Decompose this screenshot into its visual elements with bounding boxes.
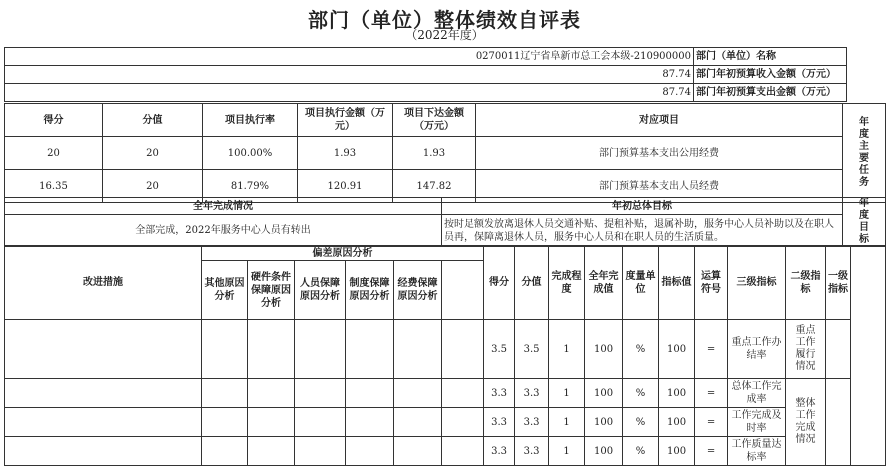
level3-cell: 工作质量达标率 [728,437,786,466]
table-row [5,437,886,466]
tasks-header-item: 对应项目 [476,104,843,137]
table-row [5,379,886,408]
level2-cell: 整体工作完成情况 [786,379,826,466]
weight-cell: 3.3 [515,437,549,466]
target-cell: 100 [659,379,695,408]
task-budget: 147.82 [393,170,476,203]
task-score: 16.35 [5,170,103,203]
target-cell: 100 [659,320,695,379]
header-actual: 全年完成值 [585,246,623,320]
task-rate: 100.00% [203,137,298,170]
task-weight: 20 [103,137,203,170]
task-score: 20 [5,137,103,170]
task-weight: 20 [103,170,203,203]
goal-text: 按时足额发放离退休人员交通补贴、提租补贴，退属补助，服务中心人员补助以及在职人员再，保障离退休人员，服务中心人员和在职人员的生活质量。 [442,215,843,247]
task-exec: 1.93 [298,137,393,170]
unit-value: 0270011辽宁省阜新市总工会本级-210900000 [5,48,694,66]
task-item: 部门预算基本支出人员经费 [476,170,843,203]
header-dev-system: 制度保障原因分析 [346,261,394,320]
completion-cell: 1 [549,408,585,437]
header-dev-other: 其他原因分析 [202,261,248,320]
weight-cell: 3.5 [515,320,549,379]
score-cell: 3.5 [484,320,515,379]
weight-cell: 3.3 [515,408,549,437]
header-weight: 分值 [515,246,549,320]
header-dev-cost: 经费保障原因分析 [394,261,442,320]
header-level3: 三级指标 [728,246,786,320]
header-target: 指标值 [659,246,695,320]
tasks-header-rate: 项目执行率 [203,104,298,137]
completion-cell: 1 [549,320,585,379]
task-item: 部门预算基本支出公用经费 [476,137,843,170]
indicators-table [4,245,886,466]
actual-cell: 100 [585,379,623,408]
actual-cell: 100 [585,408,623,437]
page-subtitle: （2022年度） [405,28,484,42]
level3-cell: 总体工作完成率 [728,379,786,408]
operator-cell: = [695,379,728,408]
operator-cell: = [695,408,728,437]
task-rate: 81.79% [203,170,298,203]
unit-cell: % [623,320,659,379]
table-row [5,408,886,437]
tasks-header-exec: 项目执行金额（万元） [298,104,393,137]
goal-header: 年初总体目标 [442,198,843,215]
score-cell: 3.3 [484,437,515,466]
unit-cell: % [623,379,659,408]
header-score: 得分 [484,246,515,320]
header-dev-staff: 人员保障原因分析 [295,261,346,320]
task-exec: 120.91 [298,170,393,203]
page-title: 部门（单位）整体绩效自评表 [308,8,581,32]
score-cell: 3.3 [484,379,515,408]
header-dev-hardware: 硬件条件保障原因分析 [248,261,295,320]
unit-label: 部门（单位）名称 [694,48,847,66]
income-value: 87.74 [5,66,694,84]
unit-cell: % [623,437,659,466]
target-cell: 100 [659,408,695,437]
completion-cell: 1 [549,379,585,408]
goal-section-label: 年度目标 [843,198,886,247]
basic-info-table [4,47,847,102]
score-cell: 3.3 [484,408,515,437]
tasks-section-label: 年度主要任务 [843,104,886,203]
header-level2: 二级指标 [786,246,826,320]
header-completion: 完成程度 [549,246,585,320]
goal-content-row [5,215,886,247]
header-level1: 一级指标 [826,246,851,320]
table-row [5,320,886,379]
table-row [5,137,886,170]
indicators-header-row [5,246,886,261]
operator-cell: = [695,320,728,379]
expense-value: 87.74 [5,84,694,102]
level3-cell: 工作完成及时率 [728,408,786,437]
actual-cell: 100 [585,437,623,466]
income-label: 部门年初预算收入金额（万元） [694,66,847,84]
header-improve: 改进措施 [5,246,202,320]
header-deviation: 偏差原因分析 [202,246,484,261]
tasks-header-row [5,104,886,137]
tasks-header-budget: 项目下达金额（万元） [393,104,476,137]
goal-completion-text: 全部完成，2022年服务中心人员有转出 [5,215,442,247]
tasks-table [4,103,886,203]
task-budget: 1.93 [393,137,476,170]
unit-row [5,48,847,66]
tasks-header-score: 得分 [5,104,103,137]
completion-cell: 1 [549,437,585,466]
weight-cell: 3.3 [515,379,549,408]
indicators-left-margin [851,246,886,466]
expense-row [5,84,847,102]
header-operator: 运算符号 [695,246,728,320]
level2-cell: 重点工作履行情况 [786,320,826,379]
income-row [5,66,847,84]
tasks-header-weight: 分值 [103,104,203,137]
actual-cell: 100 [585,320,623,379]
goal-table [4,197,886,247]
target-cell: 100 [659,437,695,466]
goal-header-row [5,198,886,215]
header-unit: 度量单位 [623,246,659,320]
operator-cell: = [695,437,728,466]
unit-cell: % [623,408,659,437]
level3-cell: 重点工作办结率 [728,320,786,379]
goal-completion-header: 全年完成情况 [5,198,442,215]
expense-label: 部门年初预算支出金额（万元） [694,84,847,102]
